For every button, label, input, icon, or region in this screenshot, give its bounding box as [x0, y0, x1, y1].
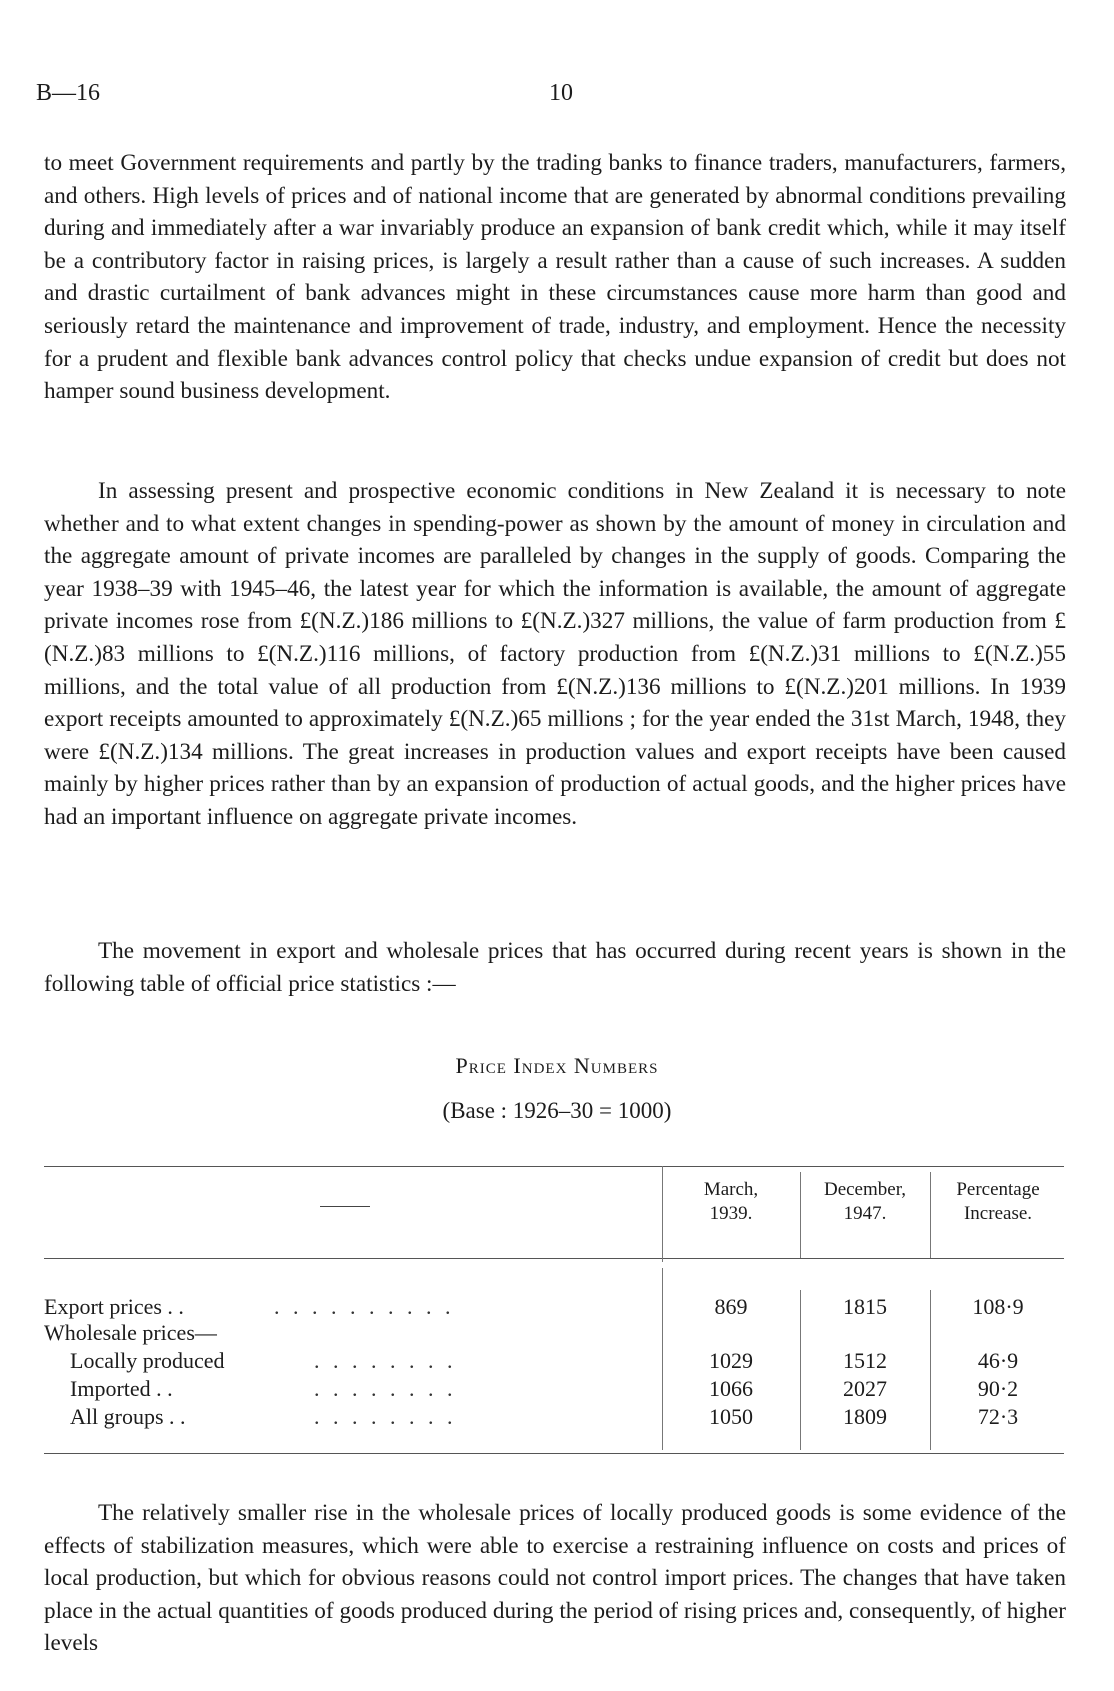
table-top-rule [44, 1166, 1064, 1167]
column-divider [800, 1172, 801, 1258]
paragraph-text: In assessing present and prospective economic conditions in New Zealand it is necessary to note whether and to what extent changes in spending-power as shown by the amount of money in circulation and the aggregate amount of private incomes are paralleled by changes in the supply of goods. Comparing the year 1938–39 with 1945–46, the latest year for which the information is available, the amount of aggregate private incomes rose from £(N.Z.)186 millions to £(N.Z.)327 millions, the value of farm production from £(N.Z.)83 millions to £(N.Z.)116 millions, of factory production from £(N.Z.)31 millions to £(N.Z.)55 millions, and the total value of all production from £(N.Z.)136 millions to £(N.Z.)201 millions. In 1939 export receipts amounted to approximately £(N.Z.)65 millions ; for the year ended the 31st March, 1948, they were £(N.Z.)134 millions. The great increases in production values and export receipts have been caused mainly by higher prices rather than by an expansion of production of actual goods, and the higher prices have had an important influence on aggregate private incomes. [44, 478, 1066, 830]
cell-percentage-increase: 108·9 [972, 1294, 1024, 1319]
row-label: All groups . . [70, 1404, 186, 1429]
cell-march-1939: 1029 [709, 1348, 753, 1373]
paragraph-text: The movement in export and wholesale prices that has occurred during recent years is shown in the following table of official price statistics :— [44, 938, 1066, 997]
column-header-march-1939 [664, 1178, 798, 1226]
document-code: B—16 [36, 80, 101, 106]
paragraph-2 [44, 475, 1066, 834]
row-label: Export prices . . [44, 1294, 184, 1319]
cell-december-1947: 2027 [843, 1376, 887, 1401]
paragraph-text: to meet Government requirements and partly by the trading banks to finance traders, manufacturers, farmers, and others. High levels of prices and of national income that are generated by abnormal conditions prevailing during and immediately after a war invariably produce an expansion of bank credit which, while it may itself be a contributory factor in raising prices, is largely a result rather than a cause of such increases. A sudden and drastic curtailment of bank advances might in these circumstances cause more harm than good and seriously retard the maintenance and improvement of trade, industry, and employment. Hence the necessity for a prudent and flexible bank advances control policy that checks undue expansion of credit but does not hamper sound business development. [44, 150, 1066, 405]
table-row-imported [44, 1376, 1064, 1404]
table-row-group-label [44, 1320, 1064, 1348]
column-header-line: March, [703, 1179, 759, 1200]
leader-dots: . . . . . . . . . . [274, 1294, 455, 1319]
leader-dots: . . . . . . . . [314, 1376, 457, 1401]
cell-percentage-increase: 72·3 [977, 1404, 1019, 1429]
group-label: Wholesale prices— [44, 1320, 217, 1345]
column-header-line: Percentage [956, 1179, 1040, 1200]
column-divider [662, 1166, 663, 1262]
table-row-locally-produced [44, 1348, 1064, 1376]
column-header-line: 1939. [709, 1203, 753, 1224]
column-header-line: Increase. [963, 1203, 1033, 1224]
paragraph-1 [44, 147, 1066, 408]
cell-percentage-increase: 46·9 [977, 1348, 1019, 1373]
cell-march-1939: 1050 [709, 1404, 753, 1429]
paragraph-3 [44, 935, 1066, 1000]
table-row-all-groups [44, 1404, 1064, 1432]
column-divider [930, 1172, 931, 1258]
row-label: Imported . . [70, 1376, 173, 1401]
column-header-december-1947 [802, 1178, 928, 1226]
table-header-rule [44, 1258, 1064, 1259]
table-bottom-rule [44, 1453, 1064, 1454]
cell-december-1947: 1815 [843, 1294, 887, 1319]
cell-december-1947: 1512 [843, 1348, 887, 1373]
column-header-line: 1947. [843, 1203, 887, 1224]
cell-percentage-increase: 90·2 [977, 1376, 1019, 1401]
leader-dots: . . . . . . . . [314, 1404, 457, 1429]
column-header-line: December, [823, 1179, 907, 1200]
table-subtitle: (Base : 1926–30 = 1000) [442, 1098, 672, 1123]
table-row-export-prices [44, 1294, 1064, 1322]
column-header-percentage-increase [932, 1178, 1064, 1226]
paragraph-4 [44, 1497, 1066, 1660]
table-title: Price Index Numbers [455, 1053, 659, 1078]
paragraph-text: The relatively smaller rise in the wholesale prices of locally produced goods is some evidence of the effects of stabilization measures, which were able to exercise a restraining influence on costs and prices of local production, but which for obvious reasons could not control import prices. The changes that have taken place in the actual quantities of goods produced during the period of rising prices and, consequently, of higher levels [44, 1500, 1066, 1657]
cell-march-1939: 869 [714, 1294, 748, 1319]
row-label: Locally produced [70, 1348, 225, 1373]
stub-header-dash [320, 1206, 370, 1207]
page-header [36, 80, 1076, 112]
cell-march-1939: 1066 [709, 1376, 753, 1401]
page-number: 10 [549, 80, 573, 106]
cell-december-1947: 1809 [843, 1404, 887, 1429]
leader-dots: . . . . . . . . [314, 1348, 457, 1373]
